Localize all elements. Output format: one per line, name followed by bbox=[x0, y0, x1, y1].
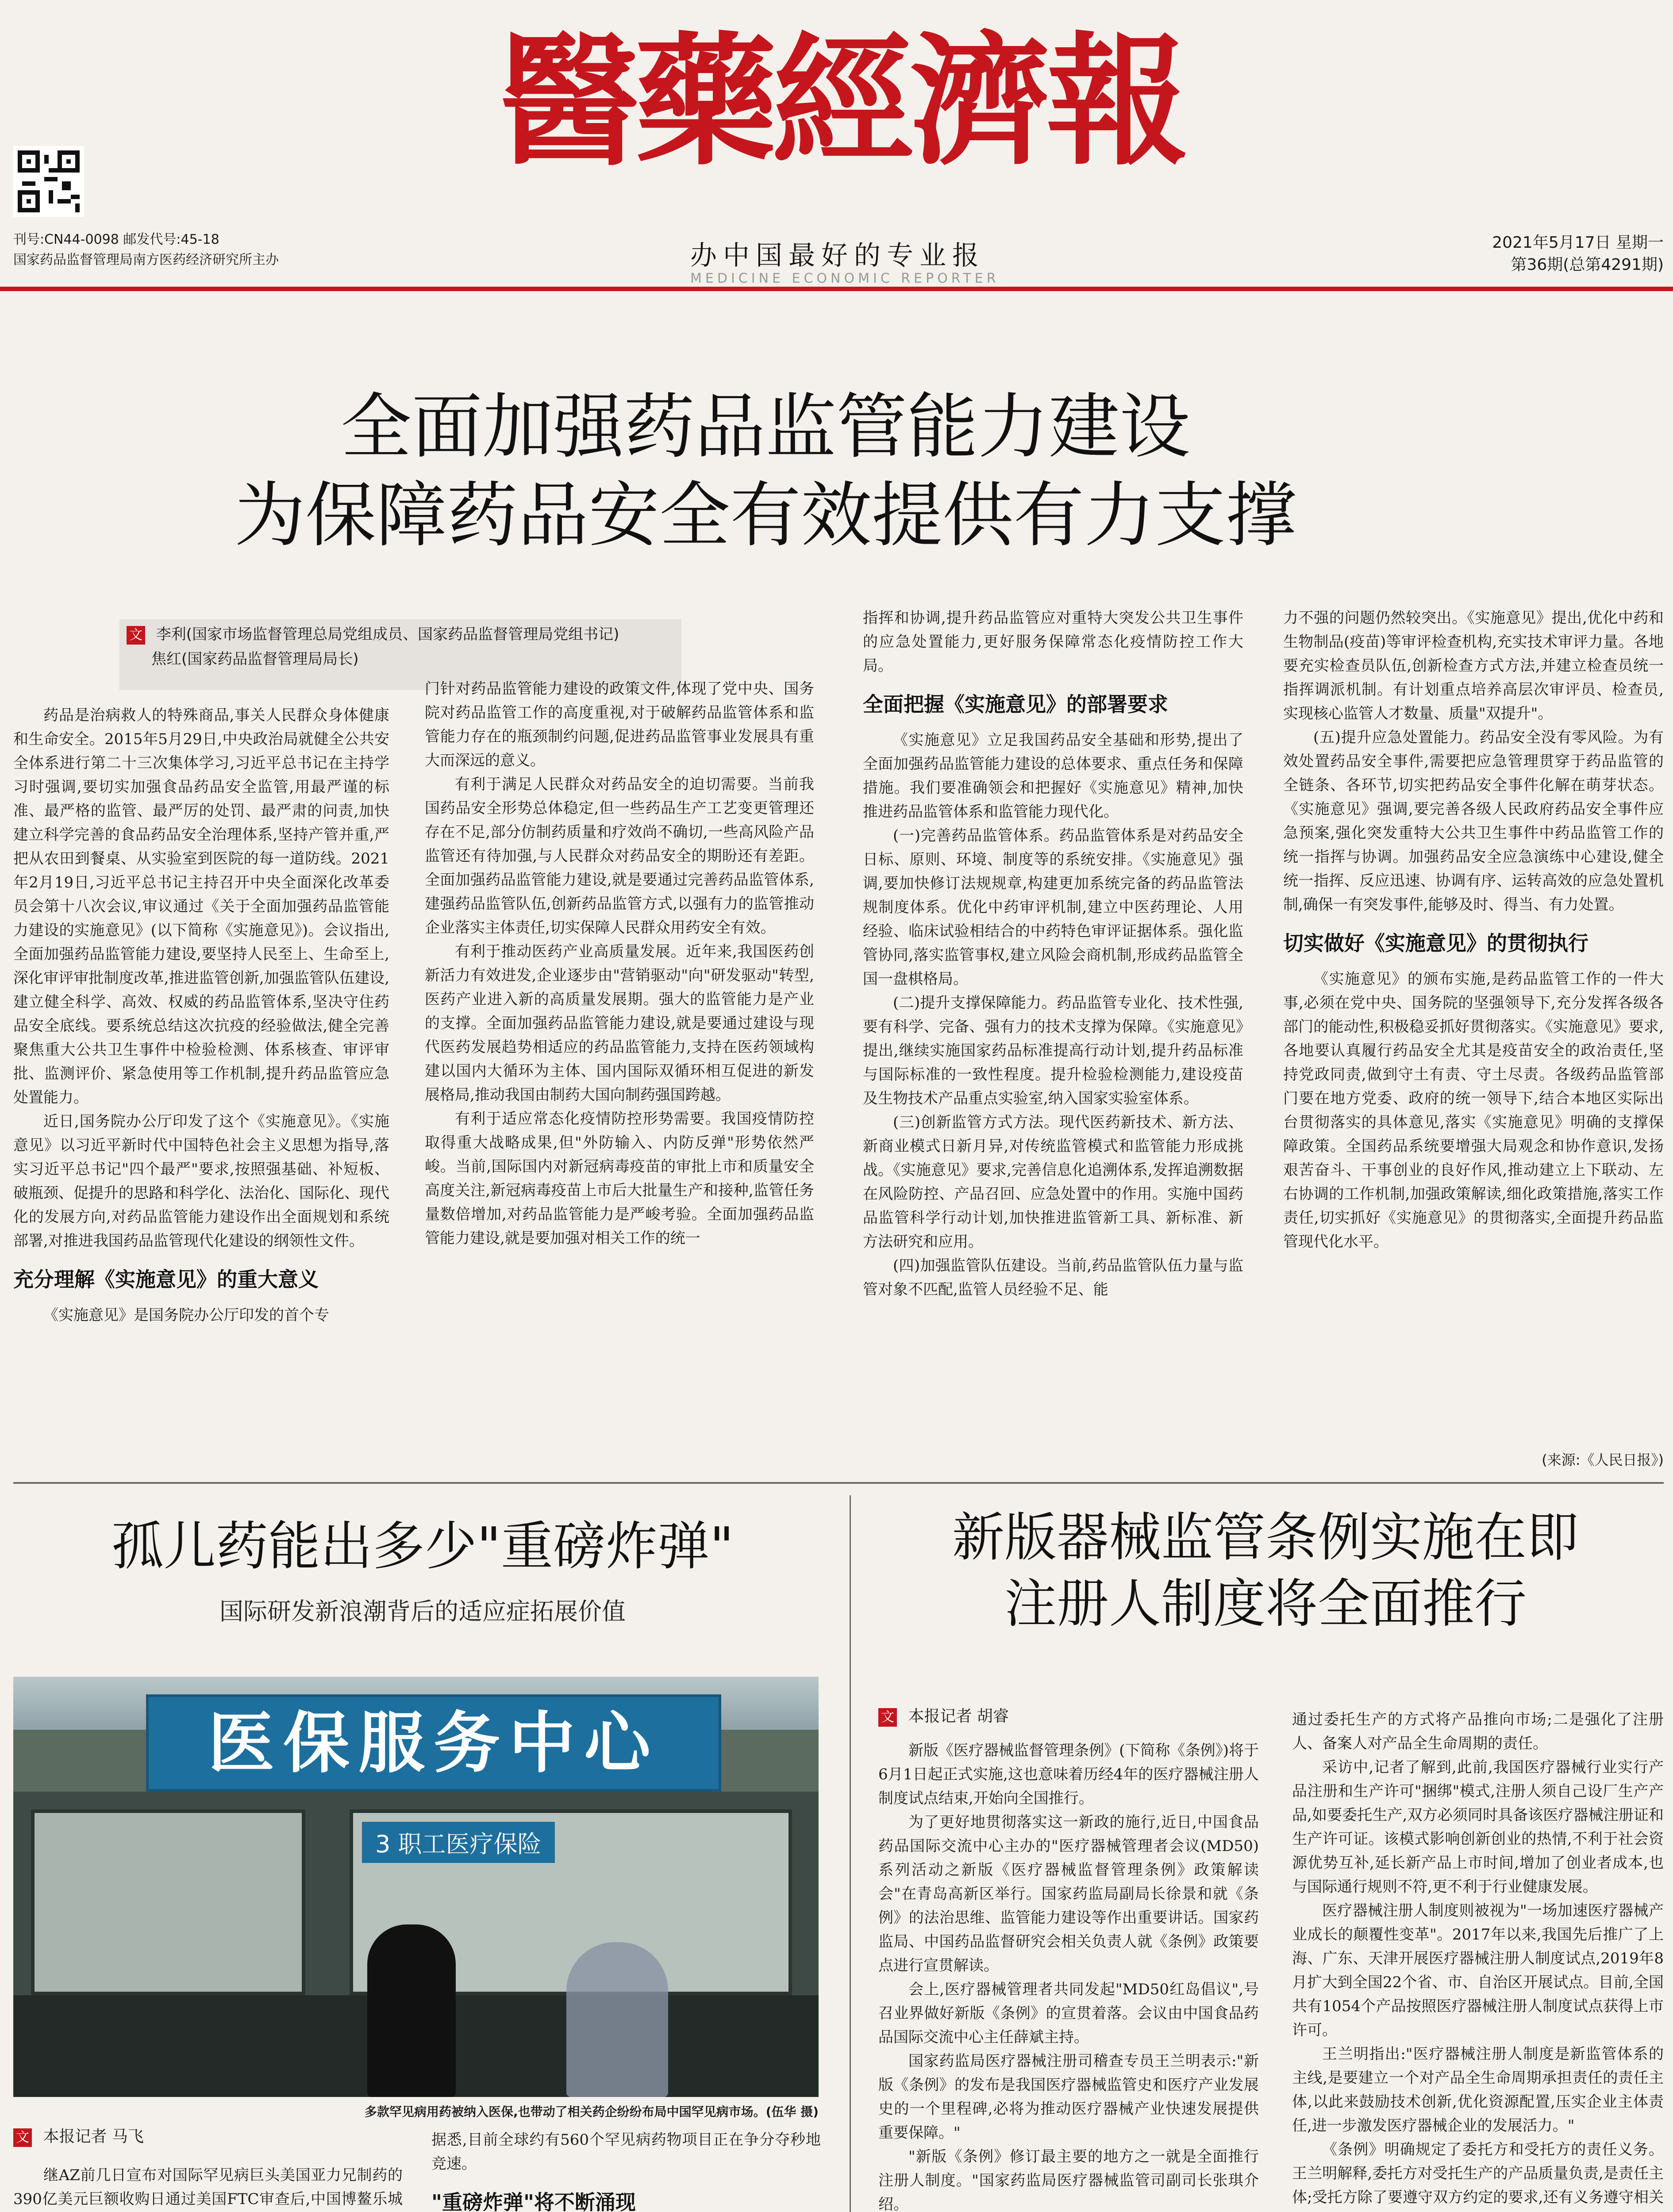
lead-source: (来源:《人民日报》) bbox=[1542, 1452, 1664, 1468]
lead-paragraph: 《实施意见》的颁布实施,是药品监管工作的一件大事,必须在党中央、国务院的坚强领导下,充分发挥各级各部门的能动性,积极稳妥抓好贯彻落实。《实施意见》要求,各地要认真履行药品安全尤其是疫苗安全的政治责任,坚持党政同责,做到守土有责、守土尽责。各级药品监管部门要在地方党委、政府的统一领导下,结合本地区实际出台贯彻落实的具体意见,落实《实施意见》明确的支撑保障政策。全国药品系统要增强大局观念和协作意识,发扬艰苦奋斗、干事创业的良好作风,推动建立上下联动、左右协调的工作机制,加强政策解读,细化政策措施,落实工作责任,切实抓好《实施意见》的贯彻落实,全面提升药品监管现代化水平。 bbox=[1283, 970, 1664, 1251]
lead-subhead: 全面把握《实施意见》的部署要求 bbox=[863, 692, 1168, 716]
lead-paragraph: 力不强的问题仍然较突出。《实施意见》提出,优化中药和生物制品(疫苗)等审评检查机构,充实技术审评力量。各地要充实检查员队伍,创新检查方式方法,并建立检查员统一指挥调派机制。有计划重点培养高层次审评员、检查员,实现核心监管人才数量、质量"双提升"。 bbox=[1283, 609, 1664, 722]
device-paragraph: 为了更好地贯彻落实这一新政的施行,近日,中国食品药品国际交流中心主办的"医疗器械管理者会议(MD50)系列活动之新版《医疗器械监督管理条例》政策解读会"在青岛高新区举行。国家药监局副局长徐景和就《条例》的法治思维、监管能力建设等作出重要讲话。国家药监局、中国药品监督研究会相关负责人就《条例》政策要点进行宣贯解读。 bbox=[878, 1813, 1259, 1974]
lead-paragraph: 有利于推动医药产业高质量发展。近年来,我国医药创新活力有效进发,企业逐步由"营销驱动"向"研发驱动"转型,医药产业进入新的高质量发展期。强大的监管能力是产业的支撑。全面加强药品监管能力建设,就是要通过建设与现代医药发展趋势相适应的药品监管能力,支持在医药领域构建以国内大循环为主体、国内国际双循环相互促进的新发展格局,推动我国由制药大国向制药强国跨越。 bbox=[425, 943, 814, 1104]
orphan-byline: 本报记者 马飞 bbox=[43, 2128, 144, 2146]
lead-column-2 bbox=[425, 677, 814, 1473]
qr-code-icon bbox=[13, 146, 84, 217]
photo-window-left bbox=[31, 1809, 305, 1995]
masthead-logo: 醫藥經濟報 bbox=[498, 19, 1184, 184]
photo-sign-board bbox=[146, 1694, 721, 1792]
lead-headline-1: 全面加强药品监管能力建设 bbox=[340, 385, 1190, 468]
lead-paragraph: (三)创新监管方式方法。现代医药新技术、新方法、新商业模式日新月异,对传统监管模式和监管能力形成挑战。《实施意见》要求,完善信息化追溯体系,发挥追溯数据在风险防控、产品召回、应急处置中的作用。实施中国药品监管科学行动计划,加快推进监管新工具、新标准、新方法研究和应用。 bbox=[863, 1114, 1243, 1251]
lead-paragraph: (二)提升支撑保障能力。药品监管专业化、技术性强,要有科学、完备、强有力的技术支撑为保障。《实施意见》提出,继续实施国家药品标准提高行动计划,提升药品标准与国际标准的一致性程度。提升检验检测能力,建设疫苗及生物技术产品重点实验室,纳入国家实验室体系。 bbox=[863, 994, 1243, 1107]
lead-paragraph: 《实施意见》立足我国药品安全基础和形势,提出了全面加强药品监管能力建设的总体要求、重点任务和保障措施。我们要准确领会和把握好《实施意见》精神,加快推进药品监管体系和监管能力现代化。 bbox=[863, 731, 1243, 821]
photo-person bbox=[566, 1942, 668, 2097]
orphan-subtitle: 国际研发新浪潮背后的适应症拓展价值 bbox=[219, 1598, 626, 1625]
device-paragraph: 新版《医疗器械监督管理条例》(下简称《条例》)将于6月1日起正式实施,这也意味着历经4年的医疗器械注册人制度试点结束,开始向全国推行。 bbox=[878, 1742, 1259, 1807]
device-paragraph: 会上,医疗器械管理者共同发起"MD50红岛倡议",号召业界做好新版《条例》的宣贯着落。会议由中国食品药品国际交流中心主任薛斌主持。 bbox=[878, 1981, 1259, 2046]
slogan-en: MEDICINE ECONOMIC REPORTER bbox=[690, 271, 1000, 286]
orphan-paragraph: 据悉,目前全球约有560个罕见病药物项目正在争分夺秒地竞速。 bbox=[431, 2131, 821, 2173]
device-paragraph: 国家药监局医疗器械注册司稽查专员王兰明表示:"新版《条例》的发布是我国医疗器械监管史和医疗产业发展史的一个里程碑,必将为推动医疗器械产业快速发展提供重要保障。" bbox=[878, 2052, 1259, 2142]
issue-number: 第36期(总第4291期) bbox=[1511, 256, 1664, 274]
device-paragraph: "新版《条例》修订最主要的地方之一就是全面推行注册人制度。"国家药监局医疗器械监管司副司长张琪介绍。 bbox=[878, 2148, 1259, 2212]
device-paragraph: 王兰明指出:"医疗器械注册人制度是新监管体系的主线,是要建立一个对产品全生命周期承担责任的责任主体,以此来鼓励技术创新,优化资源配置,压实企业主体责任,进一步激发医疗器械企业的发展活力。" bbox=[1292, 2045, 1664, 2135]
issn: 刊号:CN44-0098 邮发代号:45-18 bbox=[13, 232, 219, 247]
section-divider bbox=[13, 1482, 1664, 1484]
lead-paragraph: 有利于满足人民群众对药品安全的迫切需要。当前我国药品安全形势总体稳定,但一些药品生产工艺变更管理还存在不足,部分仿制药质量和疗效尚不确切,一些高风险产品监管还有待加强,与人民群众对药品安全的期盼还有差距。全面加强药品监管能力建设,就是要通过完善药品监管体系,建强药品监管队伍,创新药品监管方式,以强有力的监管推动企业落实主体责任,切实保障人民群众用药安全有效。 bbox=[425, 776, 814, 937]
orphan-byline-row bbox=[13, 2128, 412, 2147]
device-paragraph: 医疗器械注册人制度则被视为"一场加速医疗器械产业成长的颠覆性变革"。2017年以来,我国先后推广了上海、广东、天津开展医疗器械注册人制度试点,2019年8月扩大到全国22个省、市、自治区开展试点。目前,全国共有1054个产品按照医疗器械注册人制度试点获得上市许可。 bbox=[1292, 1902, 1664, 2039]
lead-subhead: 充分理解《实施意见》的重大意义 bbox=[13, 1267, 319, 1291]
lead-subhead: 切实做好《实施意见》的贯彻执行 bbox=[1283, 931, 1588, 955]
orphan-photo bbox=[13, 1677, 819, 2097]
lead-paragraph: 近日,国务院办公厅印发了这个《实施意见》。《实施意见》以习近平新时代中国特色社会主义思想为指导,落实习近平总书记"四个最严"要求,按照强基础、补短板、破瓶颈、促提升的思路和科学化、法治化、国际化、现代化的发展方向,对药品监管能力建设作出全面规划和系统部署,对推进我国药品监管现代化建设的纲领性文件。 bbox=[13, 1113, 389, 1250]
publisher: 国家药品监督管理局南方医药经济研究所主办 bbox=[13, 252, 279, 268]
photo-person bbox=[367, 1924, 456, 2097]
lead-paragraph: 药品是治病救人的特殊商品,事关人民群众身体健康和生命安全。2015年5月29日,中央政治局就健全公共安全体系进行第二十三次集体学习,习近平总书记在主持学习时强调,要切实加强食品药品安全监管,用最严谨的标准、最严格的监管、最严厉的处罚、最严肃的问责,加快建立科学完善的食品药品安全治理体系,坚持产管并重,严把从农田到餐桌、从实验室到医院的每一道防线。2021年2月19日,习近平总书记主持召开中央全面深化改革委员会第十八次会议,审议通过《关于全面加强药品监管能力建设的实施意见》(以下简称《实施意见》)。会议指出,全面加强药品监管能力建设,要坚持人民至上、生命至上,深化审评审批制度改革,推进监管创新,加强监管队伍建设,建立健全科学、高效、权威的药品监管体系,坚决守住药品安全底线。要系统总结这次抗疫的经验做法,健全完善聚焦重大公共卫生事件中检验检测、体系核查、审评审批、监测评价、紧急使用等工作机制,提升药品监管应急处置能力。 bbox=[13, 707, 389, 1106]
device-headline-2: 注册人制度将全面推行 bbox=[1004, 1573, 1527, 1634]
lead-paragraph: (五)提升应急处置能力。药品安全没有零风险。为有效处置药品安全事件,需要把应急管理贯穿于药品监管的全链条、各环节,切实把药品安全事件化解在萌芽状态。《实施意见》强调,要完善各级人民政府药品安全事件应急预案,强化突发重特大公共卫生事件中药品监管工作的统一指挥与协调。加强药品安全应急演练中心建设,健全统一指挥、反应迅速、协调有序、运转高效的应急处置机制,确保一有突发事件,能够及时、得当、有力处置。 bbox=[1283, 729, 1664, 914]
orphan-headline: 孤儿药能出多少"重磅炸弹" bbox=[111, 1516, 734, 1577]
masthead-rule bbox=[0, 287, 1673, 291]
device-headline-1: 新版器械监管条例实施在即 bbox=[952, 1507, 1579, 1568]
device-paragraph: 通过委托生产的方式将产品推向市场;二是强化了注册人、备案人对产品全生命周期的责任。 bbox=[1292, 1711, 1664, 1752]
lead-tag: 文 bbox=[127, 626, 145, 645]
device-paragraph: 《条例》明确规定了委托方和受托方的责任义务。王兰明解释,委托方对受托生产的产品质量负责,是责任主体;受托方除了要遵守双方约定的要求,还有义务遵守相关 bbox=[1292, 2141, 1664, 2206]
lead-paragraph: 指挥和协调,提升药品监管应对重特大突发公共卫生事件的应急处置能力,更好服务保障常态化疫情防控工作大局。 bbox=[863, 609, 1243, 675]
lead-paragraph: (一)完善药品监管体系。药品监管体系是对药品安全日标、原则、环境、制度等的系统安排。《实施意见》强调,要加快修订法规规章,构建更加系统完备的药品监管法规制度体系。优化中药审评机制,建立中医药理论、人用经验、临床试验相结合的中药特色审评证据体系。强化监管协同,落实监管事权,建立风险会商机制,形成药品监管全国一盘棋格局。 bbox=[863, 827, 1243, 988]
lead-author-1: 李利(国家市场监督管理总局党组成员、国家药品监督管理局党组书记) bbox=[156, 626, 619, 643]
device-column-1 bbox=[878, 1739, 1259, 2212]
orphan-column-1 bbox=[13, 2163, 403, 2212]
lead-headline-2: 为保障药品安全有效提供有力支撑 bbox=[234, 474, 1296, 557]
lead-column-3 bbox=[863, 606, 1243, 1473]
lead-paragraph: 有利于适应常态化疫情防控形势需要。我国疫情防控取得重大战略成果,但"外防输入、内防反弹"形势依然严峻。当前,国际国内对新冠病毒疫苗的审批上市和质量安全高度关注,新冠病毒疫苗上市后大批量生产和接种,监管任务量数倍增加,对药品监管能力是严峻考验。全面加强药品监管能力建设,就是要加强对相关工作的统一 bbox=[425, 1110, 814, 1247]
lead-author-2: 焦红(国家药品监督管理局局长) bbox=[151, 650, 359, 668]
photo-sign-text: 医保服务中心 bbox=[208, 1705, 659, 1782]
device-byline: 本报记者 胡睿 bbox=[908, 1707, 1009, 1725]
orphan-photo-caption: 多款罕见病用药被纳入医保,也带动了相关药企纷纷布局中国罕见病市场。(伍华 摄) bbox=[365, 2104, 819, 2119]
device-tag: 文 bbox=[878, 1708, 897, 1727]
lead-paragraph: 《实施意见》是国务院办公厅印发的首个专 bbox=[43, 1306, 329, 1324]
photo-window-label: 3 职工医疗保险 bbox=[362, 1822, 555, 1863]
orphan-subhead: "重磅炸弹"将不断涌现 bbox=[431, 2190, 636, 2212]
slogan: 办中国最好的专业报 bbox=[690, 240, 985, 271]
orphan-paragraph: 继AZ前几日宣布对国际罕见病巨头美国亚力兄制药的390亿美元巨额收购日通过美国FTC审查后,中国博鳌乐城 bbox=[13, 2166, 403, 2208]
lead-column-1 bbox=[13, 703, 389, 1473]
orphan-tag: 文 bbox=[13, 2128, 32, 2147]
device-byline-row bbox=[878, 1708, 1277, 1727]
column-divider bbox=[850, 1495, 851, 2212]
device-paragraph: 采访中,记者了解到,此前,我国医疗器械行业实行产品注册和生产许可"捆绑"模式,注册人须自己设厂生产产品,如要委托生产,双方必须同时具备该医疗器械注册证和生产许可证。该模式影响创新创业的热情,不利于社会资源优势互补,延长新产品上市时间,增加了创业者成本,也与国际通行规则不符,更不利于行业健康发展。 bbox=[1292, 1759, 1664, 1896]
lead-paragraph: (四)加强监管队伍建设。当前,药品监管队伍力量与监管对象不匹配,监管人员经验不足、能 bbox=[863, 1257, 1243, 1298]
device-column-2 bbox=[1292, 1708, 1664, 2212]
lead-paragraph: 门针对药品监管能力建设的政策文件,体现了党中央、国务院对药品监管工作的高度重视,对于破解药品监管体系和监管能力存在的瓶颈制约问题,促进药品监管事业发展具有重大而深远的意义。 bbox=[425, 680, 814, 769]
lead-column-4 bbox=[1283, 606, 1664, 1438]
issue-date: 2021年5月17日 星期一 bbox=[1492, 234, 1664, 252]
orphan-column-2 bbox=[431, 2128, 821, 2212]
qr-code bbox=[13, 146, 84, 217]
